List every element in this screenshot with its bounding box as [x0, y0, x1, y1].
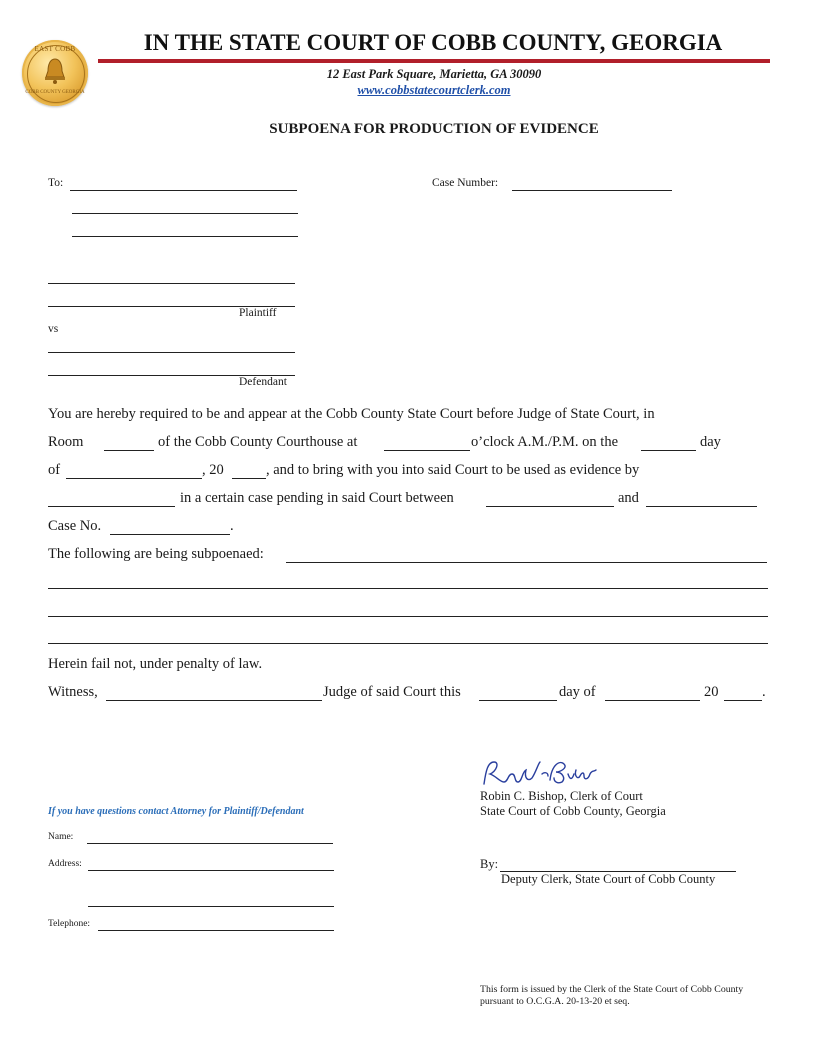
vs-label: vs: [48, 323, 59, 335]
case-number-label: Case Number:: [432, 177, 499, 189]
body-line-1: You are hereby required to be and appear at the Cobb County State Court before Judge of State Court, in: [48, 406, 655, 422]
name-line[interactable]: [87, 843, 333, 844]
header-divider: [98, 59, 770, 63]
case-number-line[interactable]: [512, 190, 672, 191]
form-title: SUBPOENA FOR PRODUCTION OF EVIDENCE: [269, 121, 599, 137]
party-2-line[interactable]: [646, 506, 757, 507]
room-label: Room: [48, 434, 84, 450]
room-line[interactable]: [104, 450, 154, 451]
year-prefix: , 20: [202, 462, 224, 478]
address-label: Address:: [48, 859, 82, 869]
to-line-1[interactable]: [70, 190, 297, 191]
clerk-signature: [480, 756, 600, 790]
footer-line-1: This form is issued by the Clerk of the State Court of Cobb County: [480, 984, 744, 995]
and-label: and: [618, 490, 639, 506]
seal-text-top: EAST COBB: [34, 45, 76, 53]
month-line[interactable]: [66, 478, 202, 479]
day-line[interactable]: [641, 450, 696, 451]
witness-label: Witness,: [48, 684, 98, 700]
evidence-by-line[interactable]: [48, 506, 175, 507]
case-no-line[interactable]: [110, 534, 230, 535]
year-line[interactable]: [232, 478, 266, 479]
subpoenaed-line-3[interactable]: [48, 616, 768, 617]
to-line-2[interactable]: [72, 213, 298, 214]
time-line[interactable]: [384, 450, 470, 451]
court-seal: [22, 40, 88, 106]
subpoenaed-line-4[interactable]: [48, 643, 768, 644]
judge-text: Judge of said Court this: [323, 684, 461, 700]
judge-day-line[interactable]: [479, 700, 557, 701]
contact-note: If you have questions contact Attorney for Plaintiff/Defendant: [48, 806, 304, 817]
telephone-label: Telephone:: [48, 919, 91, 929]
fail-not-text: Herein fail not, under penalty of law.: [48, 656, 263, 672]
address-line-1[interactable]: [88, 870, 334, 871]
judge-year-prefix: 20: [704, 684, 719, 700]
subpoenaed-label: The following are being subpoenaed:: [48, 546, 264, 562]
bring-text: , and to bring with you into said Court to be used as evidence by: [266, 462, 640, 478]
address-line-2[interactable]: [88, 906, 334, 907]
case-no-period: .: [230, 518, 234, 534]
defendant-label: Defendant: [239, 376, 287, 388]
seal-bell-icon: [43, 57, 67, 85]
footer-line-2: pursuant to O.C.G.A. 20-13-20 et seq.: [480, 996, 630, 1007]
judge-end-period: .: [762, 684, 766, 700]
witness-line[interactable]: [106, 700, 322, 701]
clerk-court: State Court of Cobb County, Georgia: [480, 804, 666, 818]
pending-text: in a certain case pending in said Court between: [180, 490, 454, 506]
to-line-3[interactable]: [72, 236, 298, 237]
subpoenaed-line-1[interactable]: [286, 562, 767, 563]
of-label: of: [48, 462, 61, 478]
defendant-line-1[interactable]: [48, 352, 295, 353]
oclock-text: o’clock A.M./P.M. on the: [471, 434, 619, 450]
to-label: To:: [48, 177, 64, 189]
case-no-label: Case No.: [48, 518, 102, 534]
by-label: By:: [480, 857, 499, 871]
courthouse-text: of the Cobb County Courthouse at: [158, 434, 358, 450]
court-website-link[interactable]: www.cobbstatecourtclerk.com: [357, 83, 511, 97]
day-of-text: day of: [559, 684, 596, 700]
plaintiff-line-1[interactable]: [48, 283, 295, 284]
day-label: day: [700, 434, 721, 450]
clerk-name-title: Robin C. Bishop, Clerk of Court: [480, 789, 643, 803]
subpoenaed-line-2[interactable]: [48, 588, 768, 589]
name-label: Name:: [48, 832, 74, 842]
court-title: IN THE STATE COURT OF COBB COUNTY, GEORGIA: [143, 30, 723, 55]
court-address: 12 East Park Square, Marietta, GA 30090: [326, 67, 542, 81]
judge-year-line[interactable]: [724, 700, 762, 701]
telephone-line[interactable]: [98, 930, 334, 931]
plaintiff-label: Plaintiff: [239, 307, 277, 319]
deputy-clerk-label: Deputy Clerk, State Court of Cobb County: [501, 872, 716, 886]
party-1-line[interactable]: [486, 506, 614, 507]
judge-month-line[interactable]: [605, 700, 700, 701]
seal-text-bottom: COBB COUNTY GEORGIA: [25, 90, 85, 95]
